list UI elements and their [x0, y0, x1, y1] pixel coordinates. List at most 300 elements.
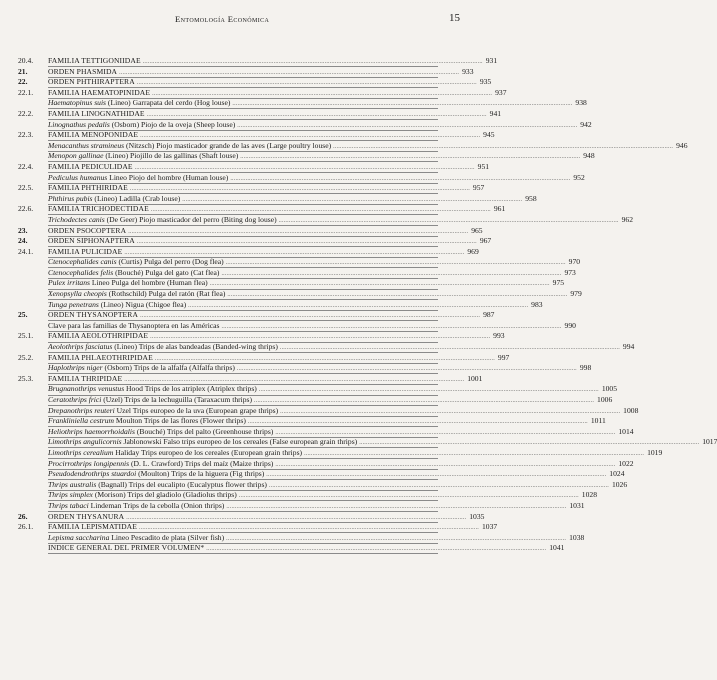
toc-entry: [48, 511, 485, 523]
dot-leader: ........................................................................................................................................................................................................: [128, 228, 469, 235]
toc-entry-title: ORDEN PSOCOPTERA: [48, 225, 127, 235]
toc-entry-title: [48, 257, 226, 268]
toc-entry: [48, 500, 585, 512]
toc-row: [18, 426, 634, 438]
dot-leader: ........................................................................................................................................................................................................: [134, 164, 475, 171]
toc-row: [18, 257, 581, 268]
scientific-name: Thrips simplex: [48, 490, 93, 500]
toc-entry: [48, 469, 625, 480]
toc-page-number: 958: [525, 193, 537, 203]
dot-leader: ........................................................................................................................................................................................................: [232, 101, 573, 108]
scientific-name: Haematopinus suis: [48, 98, 107, 108]
common-name: (Lineo) Trips de alas bandeadas (Banded-wing thrips): [112, 342, 278, 352]
common-name: (Curtis) Pulga del perro (Dog flea): [116, 257, 224, 267]
toc-section-number: 24.1.: [18, 246, 34, 256]
toc-entry: [48, 490, 597, 501]
toc-entry-title: INDICE GENERAL DEL PRIMER VOLUMEN*: [48, 543, 205, 553]
scientific-name: Trichodectes canis: [48, 214, 105, 224]
dot-leader: ........................................................................................................................................................................................................: [124, 249, 465, 256]
scientific-name: Phthirus pubis: [48, 193, 93, 203]
page-header: [0, 14, 482, 28]
dot-leader: ........................................................................................................................................................................................................: [275, 461, 616, 468]
scientific-name: Brugnanothrips venustus: [48, 384, 125, 394]
toc-entry-title: [48, 194, 182, 205]
dot-leader: ........................................................................................................................................................................................................: [333, 143, 674, 150]
toc-entry: [48, 320, 576, 332]
toc-entry-title: [48, 416, 248, 427]
toc-page-number: 1024: [609, 469, 625, 479]
toc-row: [18, 66, 474, 78]
toc-row: [18, 87, 507, 99]
toc-section-number: 22.6.: [18, 204, 34, 214]
toc-row: [18, 532, 585, 544]
toc-row: [18, 384, 618, 395]
toc-row: [18, 108, 502, 120]
dot-leader: ........................................................................................................................................................................................................: [359, 440, 700, 447]
toc-page-number: 931: [485, 56, 498, 65]
toc-page-number: 1035: [469, 511, 485, 521]
scientific-name: Pseudodendrothrips stuardoi: [48, 469, 137, 479]
dot-leader: ........................................................................................................................................................................................................: [225, 260, 566, 267]
toc-page-number: 1006: [597, 395, 613, 404]
toc-entry-title: [48, 501, 226, 512]
toc-page-number: 1026: [611, 479, 628, 489]
common-name: (Uzel) Trips de la lechuguilla (Taraxacum thrips): [101, 395, 253, 404]
toc-entry: [48, 458, 634, 470]
toc-row: [18, 204, 506, 215]
toc-page-number: 948: [583, 151, 595, 161]
common-name: (Bouché) Trips del palto (Greenhouse thrips): [134, 426, 274, 436]
toc-page-number: 946: [676, 140, 688, 150]
toc-row: [18, 479, 628, 491]
toc-entry: [48, 77, 492, 88]
toc-section-number: 22.: [18, 77, 28, 87]
scientific-name: Thrips tabaci: [48, 500, 89, 510]
dot-leader: ........................................................................................................................................................................................................: [188, 302, 529, 309]
toc-page-number: 994: [622, 342, 635, 352]
toc-row: [18, 352, 510, 364]
dot-leader: ........................................................................................................................................................................................................: [124, 376, 465, 383]
toc-entry: [48, 140, 688, 152]
toc-entry-title: FAMILIA PHTHIRIDAE: [48, 183, 128, 193]
toc-entry: [48, 151, 595, 162]
toc-entry-title: FAMILIA PULICIDAE: [48, 246, 123, 256]
toc-row: [18, 289, 582, 300]
toc-entry: [48, 172, 585, 184]
toc-entry: [48, 543, 565, 554]
toc-entry: [48, 257, 581, 268]
toc-page-number: 967: [479, 236, 492, 246]
toc-section-number: 26.1.: [18, 522, 34, 532]
toc-entry: [48, 426, 634, 438]
toc-page-number: 957: [472, 183, 485, 193]
toc-row: [18, 342, 635, 353]
toc-entry: [48, 310, 495, 321]
common-name: (Nitzsch) Piojo masticador grande de las aves (Large poultry louse): [124, 140, 332, 150]
dot-leader: ........................................................................................................................................................................................................: [129, 186, 470, 193]
dot-leader: ........................................................................................................................................................................................................: [237, 122, 578, 129]
toc-row: [18, 469, 625, 480]
toc-page-number: 961: [493, 204, 506, 214]
toc-entry: [48, 183, 485, 194]
toc-entry: [48, 204, 506, 215]
toc-row: [18, 278, 565, 289]
toc-row: [18, 151, 595, 162]
scientific-name: Aeolothrips fasciatus: [48, 342, 113, 352]
toc-entry: [48, 66, 474, 78]
toc-row: [18, 447, 663, 459]
dot-leader: ........................................................................................................................................................................................................: [275, 429, 616, 436]
toc-page-number: 987: [483, 310, 495, 320]
toc-entry: [48, 161, 490, 173]
toc-row: [18, 405, 639, 417]
dot-leader: ........................................................................................................................................................................................................: [140, 133, 481, 140]
toc-section-number: 22.3.: [18, 130, 34, 140]
scientific-name: Menacanthus stramineus: [48, 140, 125, 150]
toc-page-number: 941: [489, 108, 502, 118]
common-name: (Lineo) Garrapata del cerdo (Hog louse): [106, 98, 231, 108]
dot-leader: ........................................................................................................................................................................................................: [146, 111, 487, 118]
toc-row: [18, 543, 565, 554]
dot-leader: ........................................................................................................................................................................................................: [279, 345, 620, 352]
common-name: (Lineo) Piojillo de las gallinas (Shaft louse): [103, 151, 239, 161]
common-name: (D. L. Crawford) Trips del maíz (Maize thrips): [129, 458, 274, 468]
toc-entry-title: ORDEN PHTHIRAPTERA: [48, 77, 135, 87]
dot-leader: ........................................................................................................................................................................................................: [226, 535, 567, 542]
dot-leader: ........................................................................................................................................................................................................: [221, 323, 562, 330]
toc-entry-title: FAMILIA THRIPIDAE: [48, 373, 123, 383]
toc-row: [18, 130, 495, 141]
toc-entry: [48, 405, 639, 417]
toc-entry-title: [48, 406, 280, 417]
scientific-name: Pediculus humanus: [48, 172, 108, 182]
dot-leader: ........................................................................................................................................................................................................: [209, 281, 550, 288]
toc-page-number: 965: [471, 225, 483, 235]
toc-page-number: 1038: [569, 532, 585, 542]
toc-row: [18, 183, 485, 194]
toc-page-number: 942: [580, 119, 592, 129]
toc-entry-title: FAMILIA AEOLOTHRIPIDAE: [48, 331, 149, 341]
toc-page-number: 962: [621, 214, 633, 224]
toc-row: [18, 193, 537, 205]
table-of-contents: [18, 56, 717, 554]
toc-page-number: 975: [552, 278, 565, 288]
scientific-name: Ctenocephalides canis: [48, 257, 117, 267]
toc-entry-title: FAMILIA LEPISMATIDAE: [48, 522, 137, 532]
common-name: Moulton Trips de las flores (Flower thrips): [114, 416, 246, 426]
toc-entry: [48, 267, 576, 279]
toc-row: [18, 310, 495, 321]
toc-entry: [48, 193, 537, 205]
toc-entry-title: [48, 448, 304, 459]
page-number: 15: [449, 12, 460, 24]
toc-entry-title: ORDEN THYSANOPTERA: [48, 310, 139, 320]
scientific-name: Xenopsylla cheopis: [48, 289, 107, 299]
dot-leader: ........................................................................................................................................................................................................: [152, 90, 493, 97]
common-name: (Rothschild) Pulga del ratón (Rat flea): [106, 289, 226, 299]
toc-entry-title: [48, 151, 240, 162]
toc-entry-title: [48, 342, 280, 353]
toc-row: [18, 299, 543, 311]
toc-entry-title: [48, 480, 269, 491]
toc-row: [18, 363, 592, 374]
toc-row: [18, 500, 585, 512]
toc-section-number: 23.: [18, 225, 28, 235]
toc-row: [18, 77, 492, 88]
toc-entry: [48, 352, 510, 364]
common-name: (Osborn) Trips de la alfalfa (Alfalfa thrips): [102, 363, 235, 373]
dot-leader: ........................................................................................................................................................................................................: [240, 154, 581, 161]
common-name: (Moulton) Trips de la higuera (Fig thrips): [136, 469, 265, 479]
toc-entry-title: ORDEN SIPHONAPTERA: [48, 236, 135, 246]
toc-page-number: 1028: [581, 490, 597, 500]
scientific-name: Limothrips angulicornis: [48, 437, 122, 447]
toc-row: [18, 437, 717, 448]
dot-leader: ........................................................................................................................................................................................................: [258, 387, 599, 394]
toc-section-number: 25.3.: [18, 373, 34, 383]
toc-page-number: 1031: [569, 500, 585, 510]
toc-row: [18, 56, 498, 67]
toc-row: [18, 522, 498, 533]
toc-entry-title: FAMILIA PHLAEOTHRIPIDAE: [48, 352, 153, 362]
scientific-name: Frankliniella cestrum: [48, 416, 115, 426]
scientific-name: Drepanothrips reuteri: [48, 405, 115, 415]
toc-entry: [48, 363, 592, 374]
common-name: (De Geer) Piojo masticador del perro (Biting dog louse): [104, 214, 277, 224]
toc-entry: [48, 331, 505, 342]
toc-entry: [48, 395, 613, 406]
toc-entry: [48, 214, 633, 226]
toc-entry: [48, 479, 628, 491]
toc-entry: [48, 437, 717, 448]
toc-section-number: 22.4.: [18, 161, 34, 171]
common-name: Lineo Pescadito de plata (Silver fish): [109, 532, 225, 542]
dot-leader: ........................................................................................................................................................................................................: [119, 69, 460, 76]
toc-entry-title: [48, 395, 254, 406]
dot-leader: ........................................................................................................................................................................................................: [268, 482, 609, 489]
scientific-name: Lepisma saccharina: [48, 532, 110, 542]
toc-entry-title: [48, 459, 275, 470]
toc-row: [18, 458, 634, 470]
scientific-name: Haplothrips niger: [48, 363, 103, 373]
dot-leader: ........................................................................................................................................................................................................: [136, 80, 477, 87]
toc-entry-title: FAMILIA MENOPONIDAE: [48, 130, 139, 140]
toc-entry: [48, 384, 618, 395]
toc-row: [18, 320, 576, 332]
toc-page-number: 933: [462, 66, 474, 76]
common-name: Haliday Trips europeo de los cereales (European grain thrips): [113, 447, 303, 457]
dot-leader: ........................................................................................................................................................................................................: [142, 59, 483, 65]
toc-row: [18, 416, 606, 427]
toc-row: [18, 98, 587, 109]
toc-entry: [48, 246, 479, 258]
toc-entry: [48, 130, 495, 141]
scientific-name: Menopon gallinae: [48, 151, 104, 161]
toc-entry-title: [48, 437, 359, 448]
scientific-name: Tunga penetrans: [48, 299, 99, 309]
dot-leader: ........................................................................................................................................................................................................: [154, 355, 495, 362]
toc-row: [18, 511, 485, 523]
toc-entry: [48, 289, 582, 300]
toc-page-number: 1011: [590, 416, 606, 426]
scientific-name: Ceratothrips frici: [48, 395, 102, 404]
toc-entry-title: [48, 427, 275, 438]
toc-row: [18, 140, 688, 152]
toc-entry-title: [48, 490, 239, 501]
common-name: Lindeman Trips de la cebolla (Onion thrips): [88, 500, 225, 510]
toc-section-number: 20.4.: [18, 56, 34, 65]
toc-row: [18, 119, 592, 131]
toc-row: [18, 161, 490, 173]
dot-leader: ........................................................................................................................................................................................................: [230, 175, 571, 182]
toc-entry: [48, 447, 663, 459]
toc-row: [18, 395, 613, 406]
toc-entry-title: ORDEN THYSANURA: [48, 511, 125, 521]
toc-section-number: 25.: [18, 310, 28, 320]
dot-leader: ........................................................................................................................................................................................................: [226, 503, 567, 510]
common-name: (Bagnall) Trips del eucalipto (Eucalyptus flower thrips): [96, 479, 267, 489]
toc-section-number: 21.: [18, 66, 28, 76]
toc-page-number: 969: [467, 246, 479, 256]
toc-entry-title: [48, 384, 259, 395]
common-name: Jablonowski Falso trips europeo de los cereales (False european grain thrips): [121, 437, 358, 447]
running-title: Entomología Económica: [175, 14, 270, 24]
toc-page-number: 1001: [467, 373, 483, 383]
toc-page-number: 1019: [647, 447, 663, 457]
toc-row: [18, 373, 483, 385]
toc-page-number: 970: [568, 257, 581, 267]
toc-section-number: 24.: [18, 236, 28, 246]
dot-leader: ........................................................................................................................................................................................................: [138, 525, 479, 532]
toc-page-number: 973: [564, 267, 576, 277]
toc-entry: [48, 416, 606, 427]
dot-leader: ........................................................................................................................................................................................................: [236, 366, 577, 373]
toc-page-number: 952: [573, 172, 585, 182]
dot-leader: ........................................................................................................................................................................................................: [182, 196, 523, 203]
toc-page-number: 1037: [481, 522, 498, 532]
toc-section-number: 22.1.: [18, 87, 34, 97]
dot-leader: ........................................................................................................................................................................................................: [221, 270, 562, 277]
toc-page-number: 938: [575, 98, 587, 108]
common-name: (Lineo) Ladilla (Crab louse): [92, 193, 181, 203]
common-name: Lineo Pulga del hombre (Human flea): [89, 278, 208, 288]
scientific-name: Ctenocephalides felis: [48, 267, 114, 277]
common-name: (Lineo) Nigua (Chigoe flea): [98, 299, 187, 309]
toc-entry: [48, 56, 498, 67]
toc-page-number: 979: [570, 289, 582, 299]
toc-entry-title: [48, 289, 227, 300]
toc-entry: [48, 342, 635, 353]
dot-leader: ........................................................................................................................................................................................................: [278, 217, 619, 224]
toc-page-number: 993: [493, 331, 505, 341]
toc-section-number: 22.2.: [18, 108, 34, 118]
toc-entry-title: [48, 173, 230, 184]
toc-entry: [48, 108, 502, 120]
scientific-name: Limothrips cerealium: [48, 447, 114, 457]
scientific-name: Procirrothrips longipennis: [48, 458, 130, 468]
toc-entry: [48, 532, 585, 544]
toc-entry: [48, 299, 543, 311]
toc-entry: [48, 278, 565, 289]
toc-row: [18, 214, 633, 226]
toc-entry-title: [48, 215, 279, 226]
toc-section-number: 25.1.: [18, 331, 34, 341]
scientific-name: Heliothrips haemorrhoidalis: [48, 426, 135, 436]
toc-entry-title: [48, 278, 210, 289]
toc-entry-title: [48, 141, 333, 152]
toc-entry: [48, 373, 483, 385]
toc-entry: [48, 225, 483, 237]
dot-leader: ........................................................................................................................................................................................................: [304, 450, 645, 457]
dot-leader: ........................................................................................................................................................................................................: [136, 239, 477, 246]
dot-leader: ........................................................................................................................................................................................................: [140, 313, 481, 320]
toc-entry-title: [48, 363, 237, 374]
toc-entry: [48, 236, 492, 247]
toc-entry-title: [48, 533, 226, 544]
toc-page-number: 935: [479, 77, 492, 87]
dot-leader: ........................................................................................................................................................................................................: [238, 493, 579, 500]
toc-section-number: 26.: [18, 511, 28, 521]
toc-page-number: 997: [497, 352, 510, 362]
toc-entry-title: [48, 98, 232, 109]
dot-leader: ........................................................................................................................................................................................................: [280, 408, 621, 415]
toc-entry-title: [48, 120, 237, 131]
toc-entry: [48, 98, 587, 109]
toc-entry-title: FAMILIA TETTIGONIIDAE: [48, 56, 141, 65]
common-name: Clave para las familias de Thysanoptera en las Américas: [48, 320, 220, 330]
toc-page-number: 983: [531, 299, 543, 309]
toc-page-number: 951: [477, 161, 490, 171]
dot-leader: ........................................................................................................................................................................................................: [126, 514, 467, 521]
toc-entry-title: [48, 469, 266, 480]
scientific-name: Pulex irritans: [48, 278, 90, 288]
toc-entry-title: FAMILIA HAEMATOPINIDAE: [48, 87, 151, 97]
toc-page-number: 937: [495, 87, 507, 97]
dot-leader: ........................................................................................................................................................................................................: [254, 398, 595, 404]
dot-leader: ........................................................................................................................................................................................................: [150, 207, 491, 214]
toc-page-number: 945: [483, 130, 495, 140]
toc-section-number: 25.2.: [18, 352, 34, 362]
toc-section-number: 22.5.: [18, 183, 34, 193]
toc-row: [18, 246, 479, 258]
common-name: Lineo Piojo del hombre (Human louse): [107, 172, 229, 182]
dot-leader: ........................................................................................................................................................................................................: [150, 334, 491, 341]
toc-page-number: 1014: [618, 426, 634, 436]
toc-entry-title: [48, 300, 188, 311]
toc-row: [18, 225, 483, 237]
toc-entry-title: [48, 321, 222, 332]
common-name: (Morison) Trips del gladiolo (Gladiolus thrips): [92, 490, 237, 500]
toc-entry-title: FAMILIA LINOGNATHIDAE: [48, 108, 145, 118]
toc-page-number: 1017: [702, 437, 717, 447]
toc-page-number: 1022: [618, 458, 634, 468]
toc-page-number: 990: [564, 320, 576, 330]
toc-page-number: 1008: [623, 405, 639, 415]
toc-entry-title: [48, 268, 221, 279]
toc-entry: [48, 87, 507, 99]
toc-entry-title: FAMILIA PEDICULIDAE: [48, 161, 133, 171]
toc-row: [18, 331, 505, 342]
scientific-name: Thrips australis: [48, 479, 97, 489]
toc-entry: [48, 522, 498, 533]
dot-leader: ........................................................................................................................................................................................................: [206, 546, 547, 553]
toc-entry: [48, 119, 592, 131]
toc-row: [18, 490, 597, 501]
dot-leader: ........................................................................................................................................................................................................: [227, 292, 568, 299]
scientific-name: Linognathus pedalis: [48, 119, 110, 129]
common-name: (Bouché) Pulga del gato (Cat flea): [113, 267, 220, 277]
common-name: Uzel Trips europeo de la uva (European grape thrips): [114, 405, 279, 415]
